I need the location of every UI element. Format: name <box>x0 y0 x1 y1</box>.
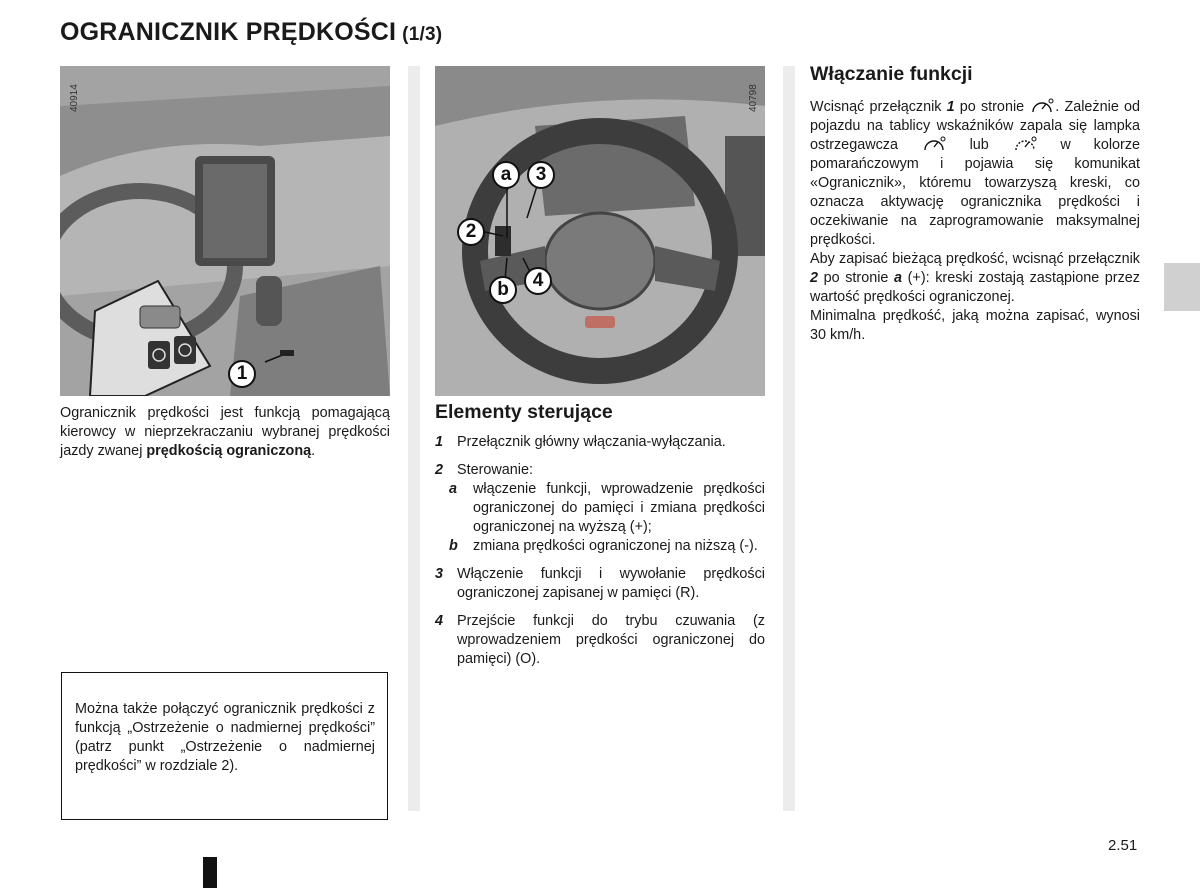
item-number: 2 <box>435 462 444 478</box>
intro-text: Ogranicznik prędkości jest funkcją pomagającą kierowcy w nieprzekraczaniu wybranej prędkości jazdy zwanej <box>60 405 390 459</box>
list-item <box>435 565 765 603</box>
item-text: Włączenie funkcji i wywołanie prędkości ograniczonej zapisanej w pamięci (R). <box>457 566 765 601</box>
speed-limiter-warning-alt-icon <box>1012 136 1038 152</box>
list-item-header <box>435 461 765 480</box>
callout-1: 1 <box>228 360 256 388</box>
callout-b: b <box>489 276 517 304</box>
sub-item-text: włączenie funkcji, wprowadzenie prędkości ograniczonej do pamięci i zmiana prędkości ograniczonej na wyższą (+); <box>473 481 765 535</box>
sub-item <box>449 537 765 556</box>
callout-4: 4 <box>524 267 552 295</box>
controls-list <box>435 433 765 678</box>
list-item <box>435 433 765 452</box>
dashboard-illustration <box>60 66 390 396</box>
list-item <box>435 612 765 669</box>
p1-text: w kolorze pomarańczowym i pojawia się komunikat «Ogranicznik», któremu towarzyszą kreski, co oznacza aktywację ogranicznika prędkości i oczekiwanie na zaprogramowanie maksymalnej prędkości. <box>810 137 1141 248</box>
page-number: 2.51 <box>1108 837 1138 854</box>
chapter-tab <box>1164 263 1200 311</box>
p3-text: Minimalna prędkość, jaką można zapisać, wynosi 30 km/h. <box>810 308 1140 343</box>
p2-text: (+): kreski zostają zastąpione przez wartość prędkości ograniczonej. <box>810 270 1140 305</box>
title-text: OGRANICZNIK PRĘDKOŚCI <box>60 18 397 46</box>
sub-item <box>449 480 765 537</box>
speed-limiter-icon <box>1029 98 1055 114</box>
p2-text: Aby zapisać bieżącą prędkość, wcisnąć przełącznik <box>810 251 1140 267</box>
title-part: (1/3) <box>402 24 443 45</box>
activation-heading: Włączanie funkcji <box>810 63 973 85</box>
callout-2: 2 <box>457 218 485 246</box>
p1-num: 1 <box>946 99 955 115</box>
p2-num: 2 <box>810 270 819 286</box>
list-item <box>435 461 765 556</box>
item-number: 3 <box>435 566 444 582</box>
intro-paragraph <box>60 404 390 461</box>
callout-3: 3 <box>527 161 555 189</box>
item-text: Przełącznik główny włączania-wyłączania. <box>457 434 726 450</box>
p1-text: Wcisnąć przełącznik <box>810 99 947 115</box>
speed-limiter-warning-icon <box>921 136 947 152</box>
item-number: 1 <box>435 434 444 450</box>
column-divider-right <box>783 66 795 811</box>
p1-text: lub <box>946 137 1012 153</box>
sub-item-letter: b <box>449 538 458 554</box>
callout-a: a <box>492 161 520 189</box>
p2-text: po stronie <box>818 270 895 286</box>
note-box <box>61 672 388 820</box>
image-id-middle: 40798 <box>748 84 759 112</box>
item-text: Przejście funkcji do trybu czuwania (z wprowadzeniem prędkości ograniczonej do pamięci) (O). <box>457 613 765 667</box>
item-text: Sterowanie: <box>457 462 533 478</box>
sub-item-letter: a <box>449 481 458 497</box>
note-text: Można także połączyć ogranicznik prędkości z funkcją „Ostrzeżenie o nadmiernej prędkości” (patrz punkt „Ostrzeżenie o nadmiernej prędkości” w rozdziale 2). <box>75 701 375 774</box>
column-divider-left <box>408 66 420 811</box>
activation-text <box>810 98 1140 345</box>
item-number: 4 <box>435 613 444 629</box>
sub-item-text: zmiana prędkości ograniczonej na niższą (-). <box>473 538 758 554</box>
page-title <box>60 18 442 47</box>
p2-letter: a <box>894 270 903 286</box>
image-id-left: 40914 <box>69 84 80 112</box>
intro-bold-term: prędkością ograniczoną <box>146 443 312 459</box>
p1-text: . Zależnie od pojazdu na tablicy wskaźników zapala się lampka ostrzegawcza <box>810 99 1140 153</box>
intro-end: . <box>311 443 316 459</box>
controls-heading: Elementy sterujące <box>435 401 613 423</box>
print-mark <box>203 857 217 888</box>
p1-text: po stronie <box>954 99 1030 115</box>
steering-wheel-illustration <box>435 66 765 396</box>
